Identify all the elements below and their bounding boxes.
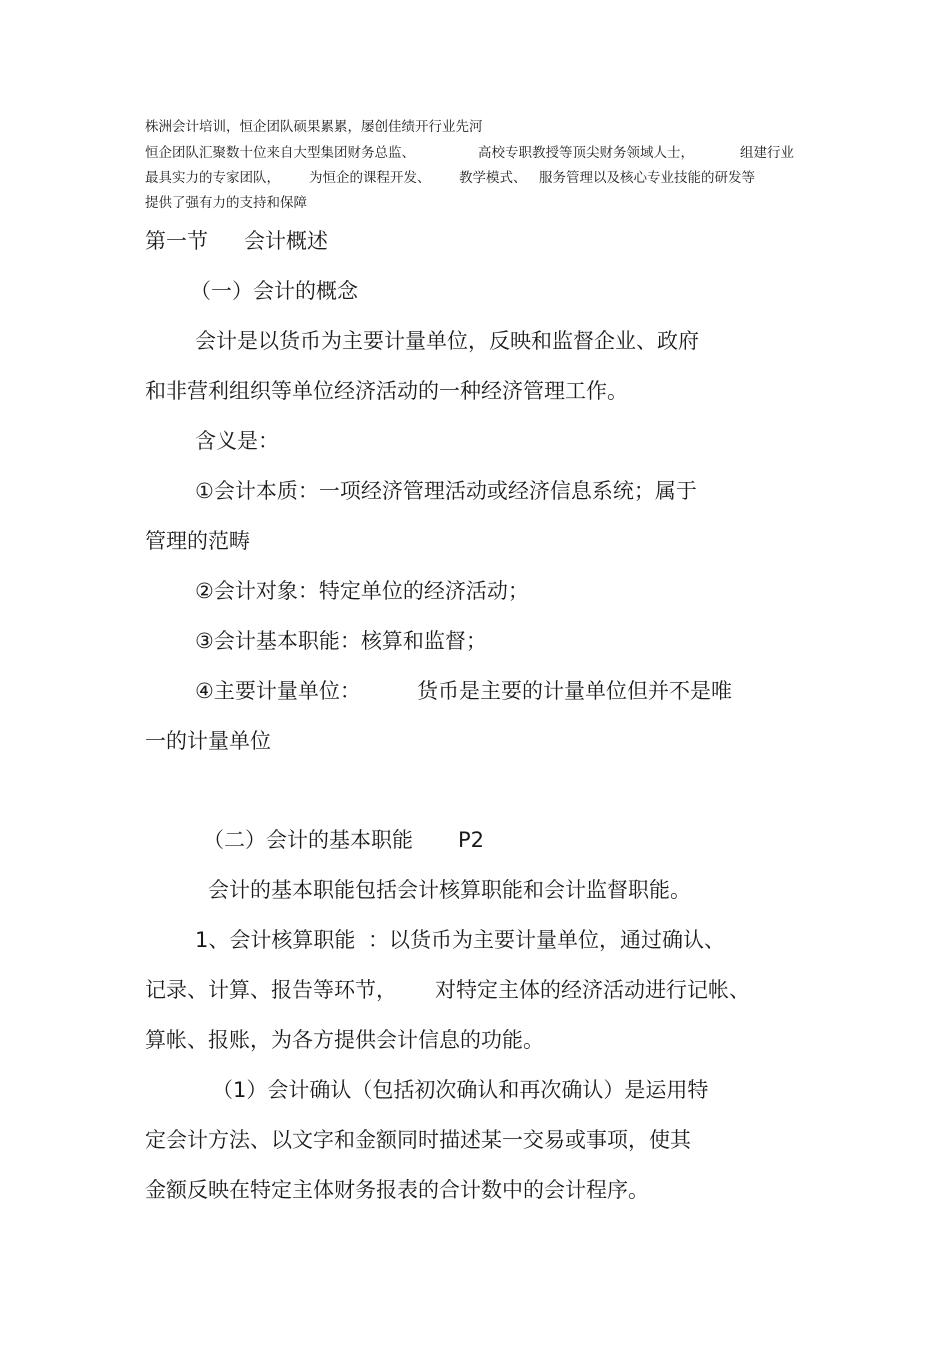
part2-p1-label: 1、会计核算职能 <box>195 928 356 952</box>
header-line-3c: 教学模式、 <box>459 170 527 186</box>
part1-item-3: ③会计基本职能：核算和监督； <box>195 629 487 653</box>
part2-p1-line-3: 算帐、报账，为各方提供会计信息的功能。 <box>145 1028 544 1052</box>
header-line-2c: 组建行业 <box>740 145 794 161</box>
header-line-4: 提供了强有力的支持和保障 <box>145 195 307 211</box>
part1-title: （一）会计的概念 <box>190 279 358 303</box>
section-heading-number: 第一节 <box>145 229 208 253</box>
part2-title: （二）会计的基本职能 <box>203 828 413 852</box>
header-line-3a: 最具实力的专家团队， <box>145 170 280 186</box>
header-line-3b: 为恒企的课程开发、 <box>309 170 431 186</box>
part2-p1-text: ：以货币为主要计量单位，通过确认、 <box>368 928 725 952</box>
part2-intro: 会计的基本职能包括会计核算职能和会计监督职能。 <box>208 878 691 902</box>
part1-meaning-label: 含义是： <box>195 429 279 453</box>
part1-item-1-line-1: ①会计本质：一项经济管理活动或经济信息系统；属于 <box>195 479 697 503</box>
part2-p1-line-2a: 记录、计算、报告等环节， <box>145 978 397 1002</box>
section-heading-title: 会计概述 <box>244 229 328 253</box>
part1-definition-line-1: 会计是以货币为主要计量单位，反映和监督企业、政府 <box>195 329 699 353</box>
part1-item-1-line-2: 管理的范畴 <box>145 529 250 553</box>
part1-item-4-line-2: 一的计量单位 <box>145 729 271 753</box>
part2-sub1-line-2: 定会计方法、以文字和金额同时描述某一交易或事项，使其 <box>145 1128 691 1152</box>
header-line-1: 株洲会计培训，恒企团队硕果累累，屡创佳绩开行业先河 <box>145 119 483 135</box>
part2-sub1-line-1: （1）会计确认（包括初次确认和再次确认）是运用特 <box>212 1078 709 1102</box>
part2-p1-line-2b: 对特定主体的经济活动进行记帐、 <box>435 978 750 1002</box>
part2-page-ref: P2 <box>458 828 485 852</box>
header-line-2b: 高校专职教授等顶尖财务领域人士， <box>478 145 694 161</box>
header-line-3d: 服务管理以及核心专业技能的研发等 <box>539 170 755 186</box>
header-line-2a: 恒企团队汇聚数十位来自大型集团财务总监、 <box>145 145 415 161</box>
part1-item-4-text: 货币是主要的计量单位但并不是唯 <box>417 679 732 703</box>
part2-sub1-line-3: 金额反映在特定主体财务报表的合计数中的会计程序。 <box>145 1178 649 1202</box>
part1-item-2: ②会计对象：特定单位的经济活动； <box>195 579 529 603</box>
part1-definition-line-2: 和非营利组织等单位经济活动的一种经济管理工作。 <box>145 379 628 403</box>
part1-item-4-label: ④主要计量单位： <box>195 679 361 703</box>
